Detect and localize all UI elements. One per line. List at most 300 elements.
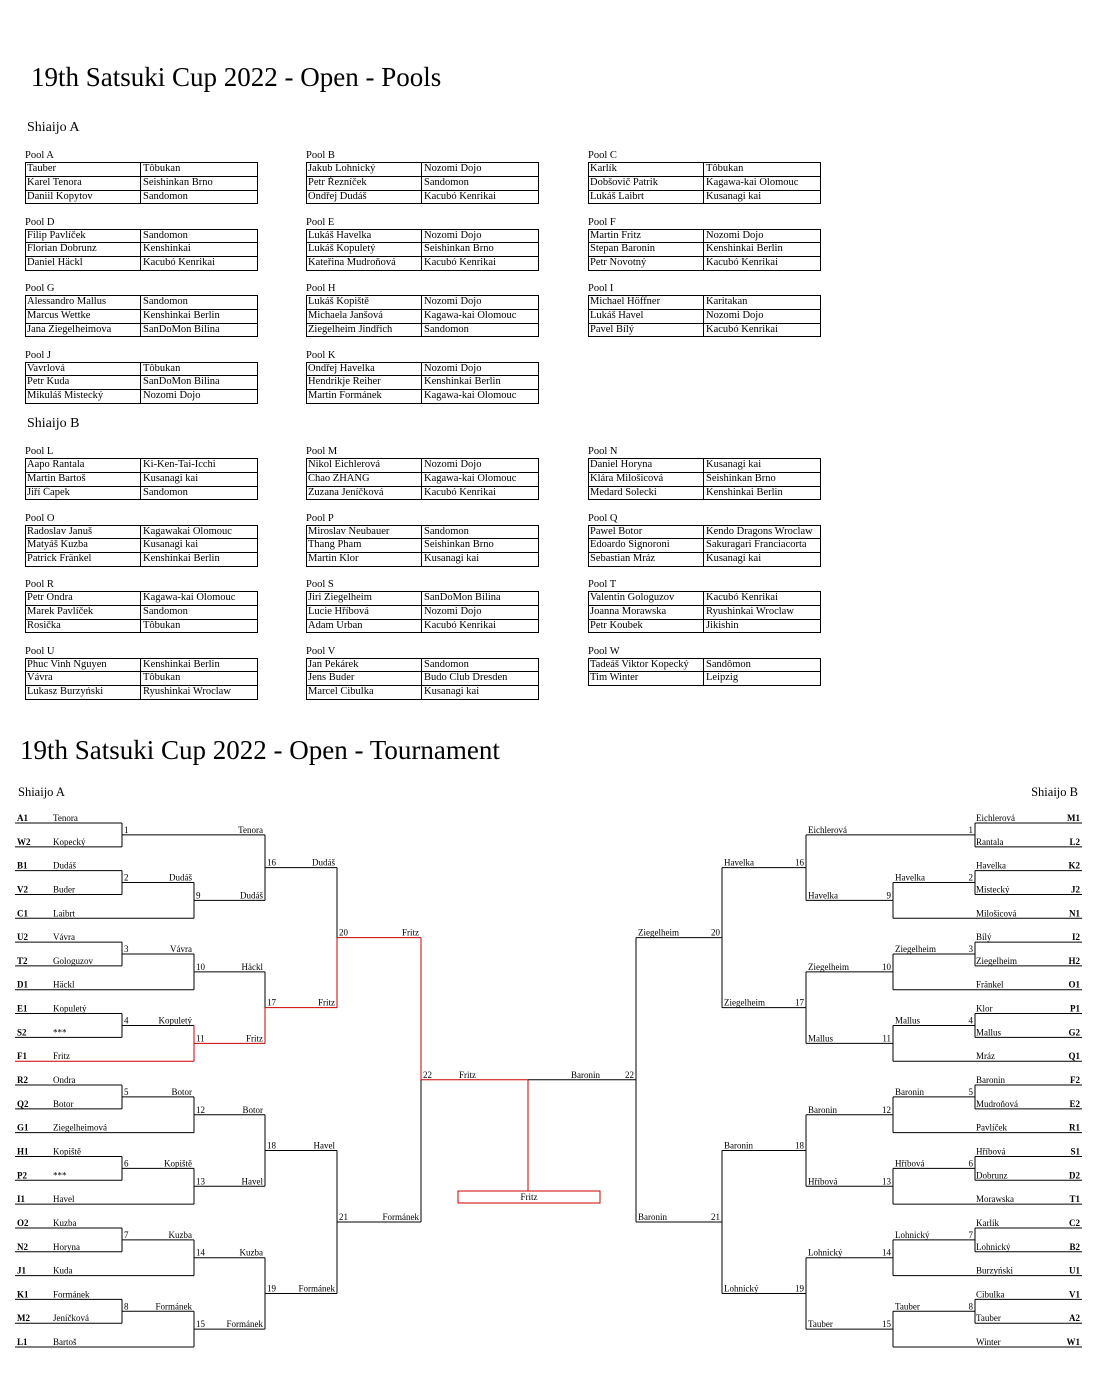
- competitor-name: Petr Kuda: [26, 376, 141, 389]
- entry-name: Morawska: [976, 1194, 1014, 1205]
- match-winner: Ziegelheim: [895, 944, 936, 955]
- match-number: 3: [968, 944, 973, 955]
- seed-code: K2: [1068, 860, 1080, 871]
- competitor-club: Kacubó Kenrikai: [424, 619, 497, 631]
- competitor-club: Ryushinkai Wroclaw: [143, 686, 231, 698]
- competitor-club: Nozomi Dojo: [424, 229, 482, 241]
- competitor-club: Nozomi Dojo: [424, 605, 482, 617]
- seed-code: V1: [1069, 1289, 1080, 1300]
- competitor-club: Sandomon: [143, 190, 188, 202]
- competitor-club: Kacubó Kenrikai: [424, 257, 497, 269]
- competitor-name: Alessandro Mallus: [26, 296, 141, 309]
- competitor-club: Seishinkan Brno: [706, 472, 776, 484]
- match-number: 16: [267, 857, 276, 868]
- seed-code: A2: [1069, 1313, 1080, 1324]
- competitor-name: Thang Pham: [307, 539, 422, 552]
- pool-name: Pool H: [306, 283, 336, 294]
- seed-code: U1: [1069, 1265, 1080, 1276]
- entry-name: Cibulka: [976, 1289, 1005, 1300]
- competitor-name: Adam Urban: [307, 620, 422, 633]
- entry-name: Baronin: [976, 1075, 1005, 1086]
- seed-code: S1: [1070, 1146, 1080, 1157]
- match-number: 7: [968, 1229, 973, 1240]
- competitor-club: Kenshinkai Berlin: [143, 309, 220, 321]
- competitor-name: Karel Tenora: [26, 177, 141, 190]
- seed-code: U2: [17, 932, 28, 943]
- entry-name: ***: [53, 1170, 67, 1181]
- match-number: 18: [267, 1140, 276, 1151]
- competitor-name: Lukáš Kopiště: [307, 296, 422, 309]
- entry-name: Lohnický: [976, 1241, 1011, 1252]
- seed-code: N1: [1069, 908, 1080, 919]
- competitor-name: Martin Klor: [307, 553, 422, 566]
- competitor-name: Lukasz Burzyński: [26, 686, 141, 699]
- entry-name: Ziegelheimová: [53, 1122, 107, 1133]
- seed-code: G1: [17, 1122, 29, 1133]
- match-winner: Formánek: [298, 1283, 335, 1294]
- pool-name: Pool U: [25, 645, 55, 657]
- entry-name: Fritz: [53, 1051, 70, 1062]
- competitor-club: Kenshinkai Berlin: [143, 658, 220, 670]
- entry-name: Bartoš: [53, 1337, 77, 1348]
- match-number: 21: [339, 1211, 348, 1222]
- match-number: 14: [196, 1247, 205, 1258]
- match-number: 1: [124, 824, 129, 835]
- competitor-name: Marcus Wettke: [26, 310, 141, 323]
- competitor-club: Budo Club Dresden: [424, 672, 508, 684]
- competitor-club: Kenshinkai Berlin: [706, 486, 783, 498]
- match-winner: Botor: [242, 1104, 263, 1115]
- entry-name: Hříbová: [976, 1146, 1006, 1157]
- competitor-club: Nozomi Dojo: [143, 390, 201, 402]
- competitor-name: Valentin Gologuzov: [589, 592, 704, 605]
- competitor-club: Kusanagi kai: [706, 553, 762, 565]
- competitor-club: Kacubó Kenrikai: [143, 257, 216, 269]
- match-number: 21: [711, 1211, 720, 1222]
- competitor-name: Stepan Baronin: [589, 243, 704, 256]
- competitor-name: Tadeáš Viktor Kopecký: [589, 659, 704, 672]
- entry-name: Jeníčková: [53, 1313, 89, 1324]
- match-number: 3: [124, 944, 129, 955]
- competitor-club: Nozomi Dojo: [424, 362, 482, 374]
- seed-code: O2: [17, 1217, 29, 1228]
- entry-name: Buder: [53, 884, 75, 895]
- competitor-name: Florian Dobrunz: [26, 243, 141, 256]
- entry-name: Tenora: [53, 813, 78, 823]
- entry-name: Tauber: [976, 1313, 1001, 1324]
- match-number: 22: [625, 1069, 634, 1080]
- seed-code: T1: [1069, 1194, 1080, 1205]
- competitor-name: Klára Milošicová: [589, 473, 704, 486]
- match-number: 20: [339, 927, 348, 938]
- competitor-name: Lukáš Kopuletý: [307, 243, 422, 256]
- seed-code: C1: [17, 908, 28, 919]
- match-winner: Baronin: [895, 1086, 924, 1097]
- match-number: 18: [795, 1140, 804, 1151]
- match-number: 5: [968, 1086, 973, 1097]
- seed-code: W2: [17, 836, 31, 847]
- entry-name: Formánek: [53, 1289, 90, 1300]
- competitor-club: Seishinkan Brno: [424, 243, 494, 255]
- pool-name: Pool S: [306, 579, 334, 590]
- match-winner: Kuzba: [239, 1247, 263, 1258]
- seed-code: I2: [1071, 932, 1080, 943]
- match-winner: Havelka: [808, 890, 838, 901]
- pools-title: 19th Satsuki Cup 2022 - Open - Pools: [31, 62, 442, 92]
- match-number: 12: [196, 1104, 205, 1115]
- seed-code: A1: [17, 813, 28, 823]
- pool-name: Pool L: [25, 446, 54, 457]
- seed-code: J1: [17, 1265, 26, 1276]
- match-number: 6: [968, 1158, 973, 1169]
- competitor-club: Kenshinkai: [143, 243, 191, 255]
- match-winner: Ziegelheim: [724, 997, 765, 1008]
- entry-name: Ziegelheim: [976, 955, 1017, 966]
- competitor-name: Kateřina Mudroňová: [307, 257, 422, 270]
- competitor-name: Nikol Eichlerová: [307, 459, 422, 472]
- entry-name: Mudroňová: [976, 1098, 1018, 1109]
- competitor-name: Petr Řezníček: [307, 177, 422, 190]
- match-winner: Baronin: [638, 1211, 667, 1222]
- seed-code: H2: [1068, 955, 1080, 966]
- competitor-name: Marcel Cibulka: [307, 686, 422, 699]
- entry-name: Klor: [976, 1003, 993, 1014]
- competitor-name: Mikuláš Mistecký: [26, 390, 141, 403]
- match-winner: Formánek: [382, 1211, 419, 1222]
- entry-name: Horyna: [53, 1241, 80, 1252]
- match-winner: Dudáš: [312, 857, 335, 868]
- competitor-name: Daniel Häckl: [26, 257, 141, 270]
- match-number: 4: [124, 1015, 129, 1026]
- entry-name: Kuda: [53, 1265, 73, 1276]
- competitor-club: Sandomon: [424, 525, 469, 537]
- competitor-club: SanDoMon Bilina: [143, 376, 220, 388]
- match-winner: Kuzba: [168, 1229, 192, 1240]
- seed-code: B2: [1069, 1241, 1080, 1252]
- match-winner: Formánek: [155, 1301, 192, 1312]
- competitor-name: Petr Novotný: [589, 257, 704, 270]
- competitor-club: Tôbukan: [143, 163, 181, 174]
- competitor-name: Hendrikje Reiher: [307, 376, 422, 389]
- competitor-name: Patrick Fränkel: [26, 553, 141, 566]
- match-winner: Ziegelheim: [808, 961, 849, 972]
- seed-code: Q2: [17, 1098, 29, 1109]
- competitor-club: Sandomon: [424, 323, 469, 335]
- seed-code: L2: [1069, 836, 1080, 847]
- match-number: 7: [124, 1229, 129, 1240]
- seed-code: B1: [17, 860, 28, 871]
- competitor-club: Sandomon: [143, 486, 188, 498]
- entry-name: Kopiště: [53, 1146, 81, 1157]
- competitor-name: Zuzana Jeníčková: [307, 487, 422, 500]
- entry-name: Pavlíček: [976, 1122, 1007, 1133]
- competitor-club: Nozomi Dojo: [424, 163, 482, 174]
- seed-code: M2: [17, 1313, 30, 1324]
- competitor-name: Aapo Rantala: [26, 459, 141, 472]
- entry-name: Mráz: [976, 1051, 995, 1062]
- match-winner: Tauber: [808, 1319, 833, 1330]
- match-number: 11: [882, 1033, 891, 1044]
- match-number: 20: [711, 927, 720, 938]
- match-winner: Fritz: [402, 927, 419, 938]
- competitor-club: Kenshinkai Berlin: [143, 553, 220, 565]
- match-number: 6: [124, 1158, 129, 1169]
- seed-code: D1: [17, 979, 28, 990]
- match-number: 10: [882, 961, 891, 972]
- competitor-name: Tauber: [26, 163, 141, 176]
- match-number: 16: [795, 857, 804, 868]
- match-winner: Havel: [241, 1176, 263, 1187]
- seed-code: G2: [1068, 1027, 1080, 1038]
- match-number: 17: [795, 997, 804, 1008]
- match-number: 15: [882, 1319, 891, 1330]
- pool-name: Pool T: [588, 579, 617, 590]
- competitor-name: Petr Ondra: [26, 592, 141, 605]
- competitor-club: Kacubó Kenrikai: [706, 323, 779, 335]
- match-winner: Dudáš: [240, 890, 263, 901]
- match-winner: Fritz: [318, 997, 335, 1008]
- competitor-name: Jan Pekárek: [307, 659, 422, 672]
- match-winner: Kopuletý: [158, 1015, 192, 1026]
- competitor-name: Matyáš Kuzba: [26, 539, 141, 552]
- competitor-name: Dobšovič Patrik: [589, 177, 704, 190]
- seed-code: P2: [17, 1170, 27, 1181]
- competitor-name: Miroslav Neubauer: [307, 526, 422, 539]
- entry-name: Häckl: [53, 979, 75, 990]
- competitor-name: Vavrlová: [26, 363, 141, 376]
- entry-name: Dudáš: [53, 860, 76, 871]
- tournament-title: 19th Satsuki Cup 2022 - Open - Tournament: [20, 735, 500, 765]
- competitor-club: Nozomi Dojo: [424, 296, 482, 307]
- competitor-club: Sandomon: [424, 658, 469, 670]
- entry-name: Winter: [976, 1337, 1001, 1348]
- match-winner: Fritz: [246, 1033, 263, 1044]
- match-winner: Hříbová: [808, 1176, 838, 1187]
- competitor-club: Leipzig: [706, 672, 739, 684]
- competitor-name: Jens Buder: [307, 672, 422, 685]
- match-winner: Mallus: [895, 1015, 921, 1026]
- match-winner: Tenora: [238, 824, 263, 835]
- entry-name: Kopuletý: [53, 1003, 87, 1014]
- competitor-club: Kusanagi kai: [424, 686, 480, 698]
- competitor-name: Phuc Vinh Nguyen: [26, 659, 141, 672]
- seed-code: K1: [17, 1289, 29, 1300]
- competitor-name: Lukáš Havel: [589, 310, 704, 323]
- competitor-club: Ryushinkai Wroclaw: [706, 605, 794, 617]
- entry-name: Kuzba: [53, 1217, 77, 1228]
- match-number: 15: [196, 1319, 205, 1330]
- competitor-club: Seishinkan Brno: [143, 176, 213, 188]
- pool-name: Pool K: [306, 349, 336, 361]
- seed-code: T2: [17, 955, 28, 966]
- match-number: 13: [196, 1176, 205, 1187]
- competitor-club: Tôbukan: [143, 619, 181, 631]
- entry-name: Burzyński: [976, 1265, 1013, 1276]
- competitor-club: Kagawa-kai Olomouc: [424, 309, 517, 321]
- competitor-name: Vávra: [26, 672, 141, 685]
- match-winner: Havelka: [724, 857, 754, 868]
- seed-code: S2: [17, 1027, 27, 1038]
- match-winner: Botor: [171, 1086, 192, 1097]
- competitor-club: Kusanagi kai: [706, 190, 762, 202]
- competitor-name: Sebastian Mráz: [589, 553, 704, 566]
- pool-name: Pool R: [25, 579, 54, 590]
- match-winner: Havel: [313, 1140, 335, 1151]
- pool-name: Pool V: [306, 645, 336, 657]
- competitor-club: Sandomon: [143, 296, 188, 307]
- match-winner: Lohnický: [808, 1247, 843, 1258]
- competitor-name: Ondřej Havelka: [307, 363, 422, 376]
- entry-name: Ondra: [53, 1075, 76, 1086]
- seed-code: C2: [1069, 1217, 1080, 1228]
- competitor-club: Kenshinkai Berlin: [424, 376, 501, 388]
- pool-name: Pool P: [306, 512, 334, 524]
- entry-name: Gologuzov: [53, 955, 93, 966]
- pool-name: Pool I: [588, 283, 614, 294]
- match-winner: Ziegelheim: [638, 927, 679, 938]
- seed-code: N2: [17, 1241, 28, 1252]
- entry-name: Havelka: [976, 860, 1006, 871]
- competitor-name: Michaela Janšová: [307, 310, 422, 323]
- seed-code: E1: [17, 1003, 28, 1014]
- competitor-name: Jiří Čapek: [26, 487, 141, 500]
- pool-name: Pool A: [25, 150, 54, 161]
- competitor-club: Kenshinkai Berlin: [706, 243, 783, 255]
- pool-name: Pool D: [25, 216, 55, 228]
- competitor-club: Ki-Ken-Tai-Icchi: [143, 459, 216, 470]
- match-number: 4: [968, 1015, 973, 1026]
- match-winner: Mallus: [808, 1033, 834, 1044]
- competitor-name: Tim Winter: [589, 672, 704, 685]
- competitor-club: Kusanagi kai: [143, 472, 199, 484]
- match-number: 11: [196, 1033, 205, 1044]
- match-number: 8: [124, 1301, 129, 1312]
- competitor-club: Kendo Dragons Wroclaw: [706, 525, 813, 537]
- competitor-club: Tôbukan: [143, 362, 181, 374]
- competitor-club: Kagawa-kai Olomouc: [706, 176, 799, 188]
- entry-name: Vávra: [53, 932, 75, 943]
- pool-name: Pool E: [306, 216, 335, 228]
- match-winner: Baronin: [724, 1140, 753, 1151]
- competitor-name: Filip Pavlíček: [26, 230, 141, 243]
- seed-code: Q1: [1068, 1051, 1080, 1062]
- pool-name: Pool Q: [588, 512, 618, 524]
- competitor-club: Tôbukan: [143, 672, 181, 684]
- competitor-club: SanDoMon Bilina: [424, 592, 501, 603]
- match-number: 1: [968, 824, 973, 835]
- pool-name: Pool G: [25, 283, 55, 294]
- competitor-club: Kagawa-kai Olomouc: [424, 472, 517, 484]
- match-winner: Dudáš: [169, 872, 192, 883]
- final-right-name: Baronin: [571, 1069, 600, 1080]
- match-winner: Tauber: [895, 1301, 920, 1312]
- entry-name: Mallus: [976, 1027, 1002, 1038]
- competitor-name: Petr Koubek: [589, 620, 704, 633]
- entry-name: Eichlerová: [976, 813, 1015, 823]
- match-number: 22: [423, 1069, 432, 1080]
- competitor-club: Kacubó Kenrikai: [424, 486, 497, 498]
- entry-name: Laibrt: [53, 908, 75, 919]
- bracket-shiaijo-b-label: Shiaijo B: [1031, 785, 1078, 799]
- pool-name: Pool C: [588, 150, 617, 161]
- match-number: 19: [795, 1283, 804, 1294]
- competitor-club: Karitakan: [706, 296, 748, 307]
- bracket-shiaijo-a-label: Shiaijo A: [18, 785, 65, 799]
- match-winner: Lohnický: [895, 1229, 930, 1240]
- entry-name: Mistecký: [976, 884, 1010, 895]
- shiaijo-b-label: Shiaijo B: [27, 416, 80, 431]
- competitor-name: Ziegelheim Jindřich: [307, 324, 422, 337]
- competitor-name: Pavel Bílý: [589, 324, 704, 337]
- match-number: 2: [968, 872, 973, 883]
- competitor-name: Marek Pavlíček: [26, 606, 141, 619]
- competitor-name: Daniil Kopytov: [26, 191, 141, 204]
- competitor-name: Jana Ziegelheimova: [26, 324, 141, 337]
- match-number: 2: [124, 872, 129, 883]
- match-winner: Vávra: [170, 944, 192, 955]
- competitor-club: Seishinkan Brno: [424, 539, 494, 551]
- competitor-name: Martin Bartoš: [26, 473, 141, 486]
- seed-code: D2: [1069, 1170, 1080, 1181]
- competitor-name: Lucie Hříbová: [307, 606, 422, 619]
- match-winner: Lohnický: [724, 1283, 759, 1294]
- match-winner: Baronin: [808, 1104, 837, 1115]
- competitor-name: Medard Solecki: [589, 487, 704, 500]
- entry-name: Havel: [53, 1194, 75, 1205]
- competitor-club: Nozomi Dojo: [706, 229, 764, 241]
- pool-name: Pool J: [25, 349, 51, 361]
- competitor-name: Ondřej Dudáš: [307, 191, 422, 204]
- competitor-name: Lukáš Laibrt: [589, 191, 704, 204]
- pool-name: Pool M: [306, 446, 338, 457]
- competitor-name: Martin Fritz: [589, 230, 704, 243]
- competitor-club: Sandomon: [143, 605, 188, 617]
- match-number: 9: [196, 890, 201, 901]
- competitor-club: SanDoMon Bilina: [143, 323, 220, 335]
- competitor-name: Rosička: [26, 620, 141, 633]
- match-number: 17: [267, 997, 276, 1008]
- pool-name: Pool O: [25, 512, 55, 524]
- competitor-name: Daniel Horyna: [589, 459, 704, 472]
- entry-name: Karlík: [976, 1217, 999, 1228]
- competitor-club: Kusanagi kai: [706, 459, 762, 470]
- competitor-club: Sandômon: [706, 658, 751, 670]
- entry-name: Botor: [53, 1098, 74, 1109]
- competitor-name: Karlík: [589, 163, 704, 176]
- competitor-club: Sakuragari Franciacorta: [706, 539, 807, 551]
- competitor-name: Lukáš Havelka: [307, 230, 422, 243]
- entry-name: Milošicová: [976, 908, 1017, 919]
- competitor-name: Edoardo Signoroni: [589, 539, 704, 552]
- seed-code: M1: [1067, 813, 1080, 823]
- pool-name: Pool N: [588, 446, 618, 457]
- competitor-name: Radoslav Januš: [26, 526, 141, 539]
- competitor-name: Pawel Botor: [589, 526, 704, 539]
- pool-name: Pool W: [588, 645, 620, 657]
- match-winner: Hříbová: [895, 1158, 925, 1169]
- competitor-club: Kacubó Kenrikai: [424, 190, 497, 202]
- seed-code: P1: [1070, 1003, 1080, 1014]
- entry-name: Fränkel: [976, 979, 1004, 990]
- match-number: 8: [968, 1301, 973, 1312]
- entry-name: Kopecký: [53, 836, 86, 847]
- final-left-name: Fritz: [459, 1069, 476, 1080]
- match-winner: Havelka: [895, 872, 925, 883]
- entry-name: Dobrunz: [976, 1170, 1008, 1181]
- seed-code: E2: [1069, 1098, 1080, 1109]
- match-winner: Eichlerová: [808, 824, 847, 835]
- pool-name: Pool F: [588, 216, 616, 228]
